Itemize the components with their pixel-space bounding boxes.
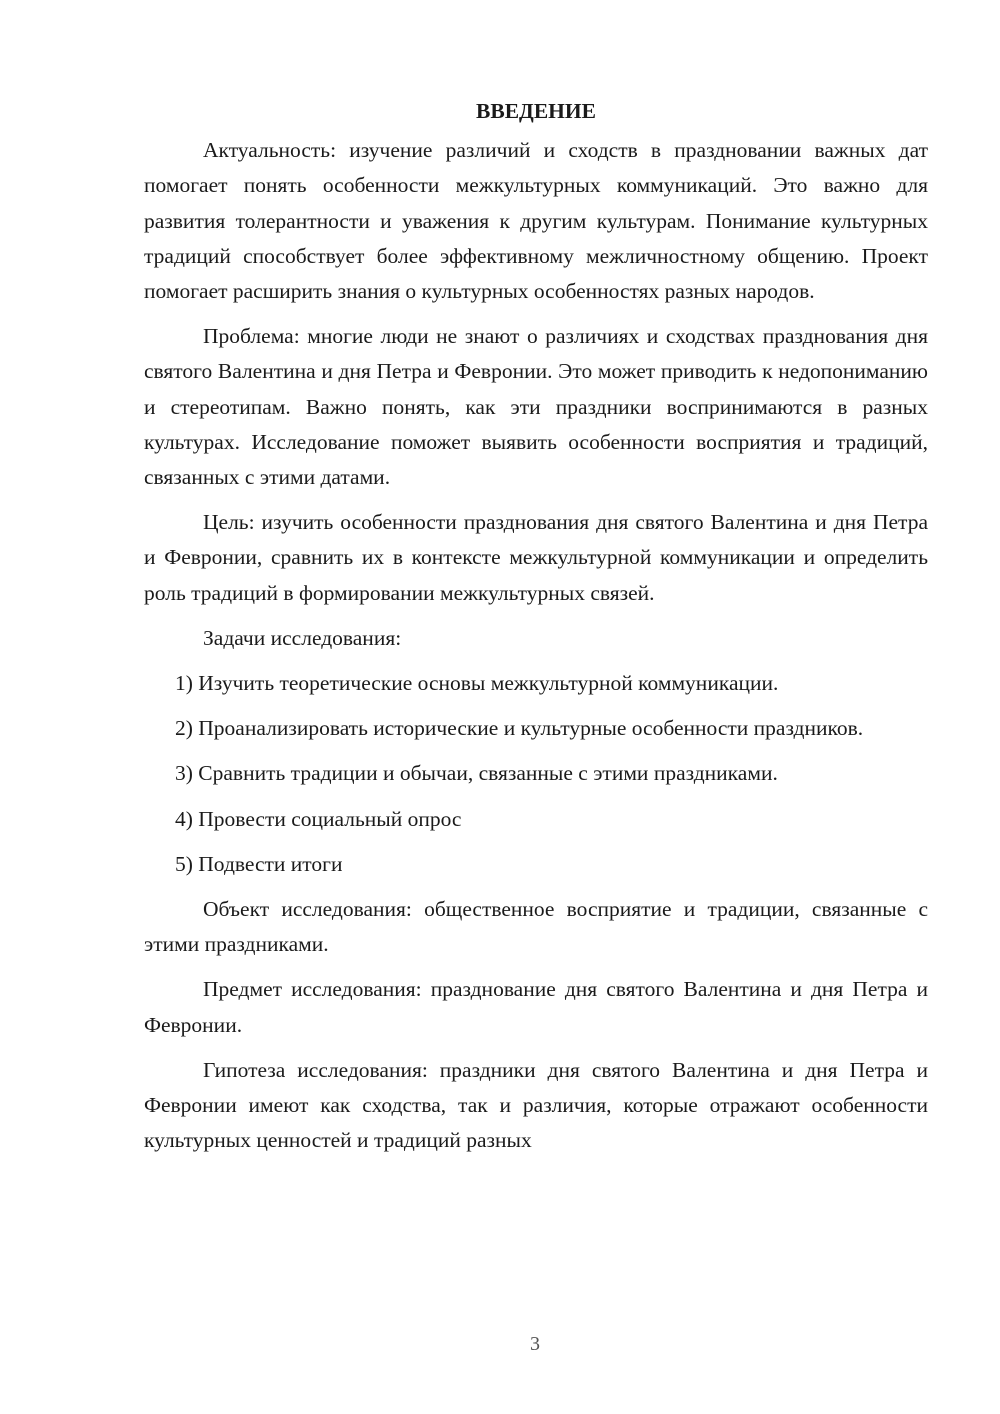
section-title: ВВЕДЕНИЕ bbox=[476, 99, 596, 123]
paragraph-hypothesis: Гипотеза исследования: праздники дня святого Валентина и дня Петра и Февронии имеют как сходства, так и различия, которые отражают особенности культурных ценностей и традиций разных bbox=[144, 1057, 928, 1153]
list-item: 5) Подвести итоги bbox=[175, 851, 343, 876]
paragraph-relevance: Актуальность: изучение различий и сходств в праздновании важных дат помогает понять особенности межкультурных коммуникаций. Это важно для развития толерантности и уважения к другим культурам. Понимание культурных традиций способствует более эффективному межличностному общению. Проект помогает расширить знания о культурных особенностях разных народов. bbox=[144, 138, 928, 304]
paragraph-goal: Цель: изучить особенности празднования дня святого Валентина и дня Петра и Февронии, сравнить их в контексте межкультурной коммуникации и определить роль традиций в формировании межкультурных связей. bbox=[144, 510, 928, 605]
list-item: 1) Изучить теоретические основы межкультурной коммуникации. bbox=[175, 671, 779, 696]
tasks-list bbox=[144, 666, 928, 882]
document-page bbox=[144, 94, 928, 1168]
list-item: 2) Проанализировать исторические и культурные особенности праздников. bbox=[175, 716, 864, 741]
list-item: 4) Провести социальный опрос bbox=[175, 806, 462, 831]
list-item: 3) Сравнить традиции и обычаи, связанные с этими праздниками. bbox=[175, 761, 778, 786]
tasks-heading: Задачи исследования: bbox=[203, 625, 402, 650]
paragraph-subject: Предмет исследования: празднование дня святого Валентина и дня Петра и Февронии. bbox=[144, 977, 928, 1037]
paragraph-problem: Проблема: многие люди не знают о различиях и сходствах празднования дня святого Валентина и дня Петра и Февронии. Это может приводить к недопониманию и стереотипам. Важно понять, как эти праздники воспринимаются в разных культурах. Исследование поможет выявить особенности восприятия и традиций, связанных с этими датами. bbox=[144, 324, 928, 490]
paragraph-object: Объект исследования: общественное восприятие и традиции, связанные с этими праздниками. bbox=[144, 897, 928, 957]
page-number: 3 bbox=[530, 1333, 540, 1355]
